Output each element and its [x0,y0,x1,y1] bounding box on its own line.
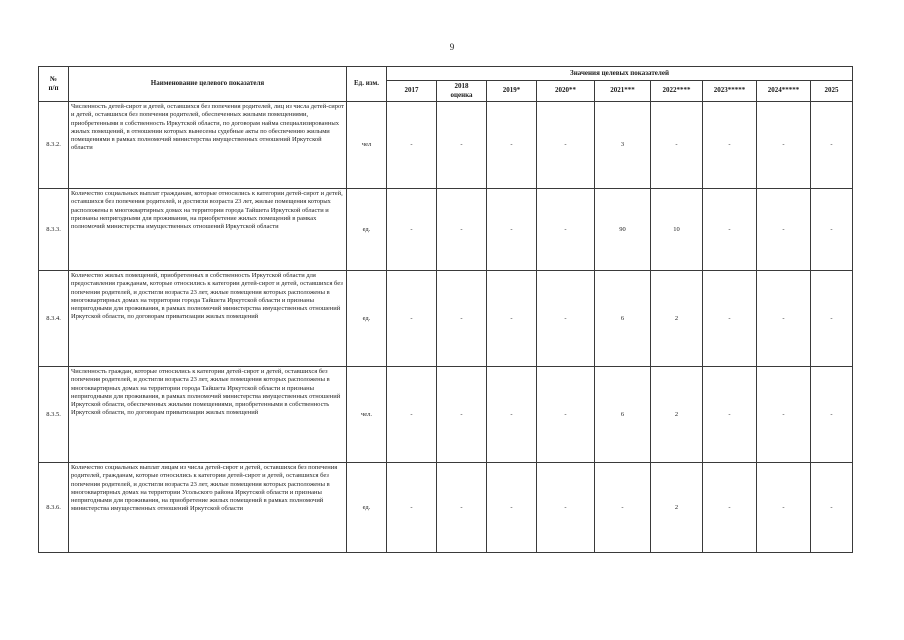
value-cell: 6 [595,367,651,463]
value-cell: - [437,271,487,367]
header-year: 2019* [487,81,537,102]
indicator-name: Количество жилых помещений, приобретенных в собственность Иркутской области для предоставления гражданам, которые относились к категории детей-сирот и детей, оставшихся без попечения родителей, и достигли возраста 23 лет, жилые помещения которых расположены в многоквартирных домах на территории города Тайшета Иркутской области и признаны непригодными для проживания, в рамках полномочий министерства имущественных отношений Иркутской области, по договорам приватизации жилых помещений [69,271,347,367]
value-cell: - [387,102,437,189]
value-cell: - [487,102,537,189]
value-cell: - [437,189,487,271]
unit-cell: ед. [347,271,387,367]
page-number: 9 [449,42,455,52]
value-cell: - [595,463,651,553]
indicator-name: Количество социальных выплат гражданам, которые относились к категории детей-сирот и детей, оставшихся без попечения родителей, и достигли возраста 23 лет, жилые помещения которых расположены в многоквартирных домах на территории города Тайшета Иркутской области и признаны непригодными для проживания, на приобретение жилых помещений в рамках полномочий министерства имущественных отношений Иркутской области [69,189,347,271]
value-cell: - [487,367,537,463]
value-cell: - [387,367,437,463]
unit-cell: чел. [347,367,387,463]
value-cell: - [811,102,853,189]
header-year: 2020** [537,81,595,102]
value-cell: - [387,463,437,553]
unit-cell: ед. [347,189,387,271]
indicator-name: Количество социальных выплат лицам из числа детей-сирот и детей, оставшихся без попечения родителей, гражданам, которые относились к категории детей-сирот и детей, оставшихся без попечения родителей, и достигли возраста 23 лет, жилые помещения которых расположены в многоквартирных домах на территории Усольского района Иркутской области и признаны непригодными для проживания, на приобретение жилых помещений в рамках полномочий министерства имущественных отношений Иркутской области [69,463,347,553]
value-cell: - [387,271,437,367]
unit-cell: чел [347,102,387,189]
value-cell: - [537,189,595,271]
value-cell: - [703,102,757,189]
value-cell: - [811,271,853,367]
header-unit: Ед. изм. [347,67,387,102]
header-year: 2017 [387,81,437,102]
table-row [39,463,853,553]
value-cell: - [757,102,811,189]
header-year: 2023***** [703,81,757,102]
value-cell: - [537,102,595,189]
value-cell: - [387,189,437,271]
indicator-name: Численность детей-сирот и детей, оставшихся без попечения родителей, лиц из числа детей-сирот и детей, оставшихся без попечения родителей, обеспеченных жилыми помещениями, приобретенными в собственность Иркутской области, по договорам найма специализированных жилых помещений, в отношении которых вынесены судебные акты по обеспечению жилыми помещениями в рамках полномочий министерства имущественных отношений Иркутской области [69,102,347,189]
value-cell: - [757,463,811,553]
value-cell: - [487,271,537,367]
row-number: 8.3.3. [39,189,69,271]
value-cell: - [811,189,853,271]
value-cell: - [437,463,487,553]
value-cell: 3 [595,102,651,189]
value-cell: - [537,271,595,367]
indicators-table [38,66,853,553]
value-cell: - [757,367,811,463]
row-number: 8.3.6. [39,463,69,553]
row-number: 8.3.5. [39,367,69,463]
table-row [39,102,853,189]
value-cell: 90 [595,189,651,271]
value-cell: - [487,463,537,553]
value-cell: - [437,102,487,189]
value-cell: - [437,367,487,463]
value-cell: 2 [651,271,703,367]
header-year: 2025 [811,81,853,102]
value-cell: - [703,367,757,463]
table-row [39,189,853,271]
header-year: 2024***** [757,81,811,102]
table-row [39,367,853,463]
row-number: 8.3.4. [39,271,69,367]
header-year: 2022**** [651,81,703,102]
indicator-name: Численность граждан, которые относились к категории детей-сирот и детей, оставшихся без попечения родителей, и достигли возраста 23 лет, жилые помещения которых расположены в многоквартирных домах на территории города Тайшета Иркутской области и признаны непригодными для проживания, в рамках полномочий министерства имущественных отношений Иркутской области, обеспеченных жилыми помещениями, приобретенными в собственность Иркутской области, по договорам приватизации жилых помещений [69,367,347,463]
header-year: 2021*** [595,81,651,102]
header-num: № п/п [39,67,69,102]
row-number: 8.3.2. [39,102,69,189]
unit-cell: ед. [347,463,387,553]
header-year: 2018 оценка [437,81,487,102]
value-cell: - [703,271,757,367]
header-name: Наименование целевого показателя [69,67,347,102]
header-values-group: Значения целевых показателей [387,67,853,81]
value-cell: 10 [651,189,703,271]
value-cell: - [651,102,703,189]
value-cell: - [487,189,537,271]
value-cell: - [757,271,811,367]
value-cell: - [537,367,595,463]
value-cell: - [757,189,811,271]
value-cell: 6 [595,271,651,367]
value-cell: - [811,463,853,553]
value-cell: 2 [651,367,703,463]
table-row [39,271,853,367]
value-cell: - [703,189,757,271]
value-cell: - [537,463,595,553]
value-cell: - [703,463,757,553]
value-cell: - [811,367,853,463]
value-cell: 2 [651,463,703,553]
